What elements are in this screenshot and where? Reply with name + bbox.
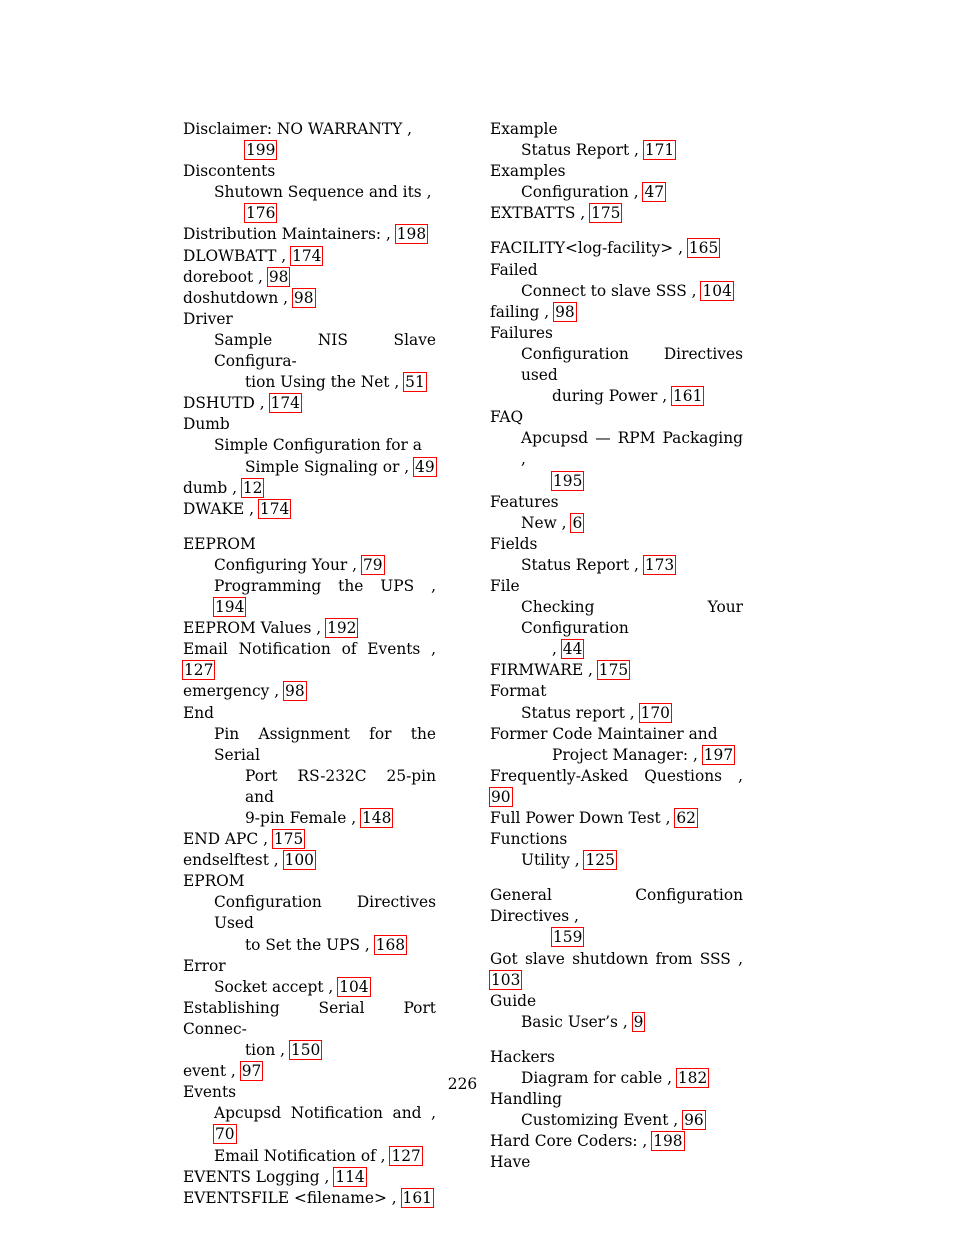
index-term: Fields [490,534,538,553]
index-entry-line [183,576,436,618]
index-entry [490,681,743,702]
index-term: Apcupsd Notification and , [214,1104,436,1123]
index-term: Hard Core Coders: , [490,1132,653,1151]
page-link[interactable]: 98 [285,682,305,701]
page-link[interactable]: 47 [644,183,665,202]
index-entry [490,203,743,224]
index-entry-line [183,1103,436,1145]
index-term: emergency , [183,682,285,701]
index-entry [183,534,436,555]
index-entry [490,808,743,829]
index-entry-line [183,998,436,1040]
page-link[interactable]: 192 [327,619,357,638]
index-entry [490,140,743,161]
index-entry-line [183,457,436,478]
page-link[interactable]: 176 [246,204,276,223]
index-term: Email Notification of , [214,1146,391,1165]
index-term: EXTBATTS , [490,204,591,223]
index-term: Sample NIS Slave Configura- [214,330,436,371]
index-entry [183,393,436,414]
index-entry-line [490,766,743,808]
index-entry-line [183,203,436,224]
index-entry-line [490,534,743,555]
index-term: Have [490,1153,531,1172]
index-term: , [552,640,562,659]
index-term: Status Report , [521,141,644,160]
index-entry [183,267,436,288]
index-entry-line [183,478,436,499]
index-term: General Configuration Directives , [490,886,743,926]
page-link[interactable]: 127 [184,661,214,680]
index-term: Features [490,492,559,511]
index-term: New , [521,513,572,532]
index-entry-line [490,724,743,745]
index-term: Full Power Down Test , [490,809,676,827]
index-term: tion , [245,1041,290,1060]
index-entry [490,576,743,597]
index-entry [490,850,743,871]
index-term: Basic User’s , [521,1012,633,1031]
index-term: Pin Assignment for the Serial [214,724,436,764]
index-term: Shutown Sequence and its , [214,183,432,202]
page-link[interactable]: 104 [339,977,369,996]
page-link[interactable]: 175 [273,830,304,849]
index-entry [183,1146,436,1167]
index-term: doshutdown , [183,288,293,307]
page-link[interactable]: 9 [633,1012,644,1031]
index-entry-line [183,829,436,850]
index-entry [490,949,743,991]
index-term: Example [490,120,558,138]
index-term: Simple Signaling or , [245,457,415,476]
index-term: Configuration , [521,183,644,202]
index-term: END APC , [183,830,273,849]
index-entry-line [490,681,743,702]
index-entry [183,555,436,576]
page-link[interactable]: 100 [284,851,314,870]
index-entry [490,428,743,491]
index-entry-line [183,1146,436,1167]
letter-group-gap [490,871,743,885]
index-entry-line [183,766,436,808]
index-entry-line [490,1152,743,1173]
index-term: EVENTSFILE <filename> , [183,1188,402,1207]
index-entry-line [490,386,743,407]
index-entry-line [490,513,743,534]
page-link[interactable]: 70 [215,1125,235,1144]
page-link[interactable]: 97 [241,1062,262,1081]
page-number: 226 [447,1075,478,1093]
index-entry-line [490,597,743,639]
index-term: Failures [490,323,553,342]
index-entry-line [490,949,743,991]
index-term: Events [183,1083,237,1102]
index-term: Socket accept , [214,977,339,996]
index-term: Disclaimer: NO WARRANTY , [183,120,413,138]
index-term: Got slave shutdown from SSS , [490,949,743,968]
index-entry-line [183,935,436,956]
page-link[interactable]: 98 [293,288,314,307]
index-entry [490,660,743,681]
index-term: Examples [490,162,566,181]
index-term: DSHUTD , [183,394,270,413]
index-entry [490,238,743,259]
index-term: Port RS-232C 25-pin and [245,766,436,806]
index-entry-line [490,927,743,948]
index-term: Connect to slave SSS , [521,281,702,300]
index-term: FACILITY<log-facility> , [490,239,688,258]
page-link[interactable]: 174 [259,499,290,518]
index-term: tion Using the Net , [245,373,405,392]
index-term: Programming the UPS , [214,576,436,595]
index-entry-line [183,161,436,182]
index-entry-line [183,140,436,161]
index-term: Hackers [490,1047,555,1066]
index-entry-line [490,407,743,428]
index-entry-line [490,991,743,1012]
index-entry [490,260,743,281]
index-entry [490,1047,743,1068]
page-link[interactable]: 127 [391,1146,421,1165]
index-entry [490,407,743,428]
page-link[interactable]: 44 [562,640,583,659]
index-entry [183,850,436,871]
page-link[interactable]: 199 [246,141,276,160]
index-term: EPROM [183,872,245,891]
index-entry [490,703,743,724]
index-entry [183,977,436,998]
index-term: doreboot , [183,267,268,286]
index-entry-line [490,1047,743,1068]
index-entry [183,956,436,977]
index-entry-line [183,267,436,288]
index-term: Diagram for cable , [521,1069,677,1088]
index-entry [490,344,743,407]
index-entry-line [183,724,436,766]
index-entry-line [490,140,743,161]
page-link[interactable]: 171 [644,141,675,160]
index-entry [490,555,743,576]
index-term: Simple Configuration for a [214,436,422,455]
index-term: FAQ [490,408,524,427]
index-entry [183,414,436,435]
index-entry-line [490,745,743,766]
index-entry [490,161,743,182]
index-entry-line [490,885,743,927]
index-column-right [490,119,743,1174]
index-entry [490,1110,743,1131]
index-entry-line [183,703,436,724]
index-entry-line [183,393,436,414]
page-link[interactable]: 197 [703,745,734,764]
page-link[interactable]: 159 [553,928,583,947]
index-entry-line [183,871,436,892]
page-link[interactable]: 6 [572,513,583,532]
index-entry-line [490,703,743,724]
page-link[interactable]: 198 [396,225,427,244]
index-entry [183,998,436,1061]
page-link[interactable]: 103 [491,970,521,989]
index-entry [183,703,436,724]
index-term: Configuration Directives Used [214,893,436,933]
index-entry-line [183,499,436,520]
index-entry [183,892,436,955]
index-entry [490,885,743,948]
index-entry-line [490,576,743,597]
index-entry [183,182,436,224]
index-entry-line [183,534,436,555]
index-entry [490,119,743,140]
index-entry [183,681,436,702]
index-term: FIRMWARE , [490,661,598,680]
index-entry-line [183,246,436,267]
index-term: event , [183,1062,241,1081]
page-link[interactable]: 175 [598,661,629,680]
page-link[interactable]: 148 [362,809,392,827]
index-entry [183,330,436,393]
index-entry [490,281,743,302]
index-entry-line [183,309,436,330]
index-entry [183,1167,436,1188]
page-link[interactable]: 104 [702,281,732,300]
index-entry [183,161,436,182]
index-entry [490,513,743,534]
index-term: EEPROM [183,534,256,553]
index-term: Frequently-Asked Questions , [490,766,743,785]
page-link[interactable]: 79 [362,555,383,574]
index-entry-line [490,161,743,182]
index-entry-line [490,182,743,203]
index-entry [183,1188,436,1209]
page-link[interactable]: 174 [270,394,300,413]
index-entry-line [183,555,436,576]
page-link[interactable]: 150 [290,1041,321,1060]
index-entry-line [490,238,743,259]
index-term: 9-pin Female , [245,809,361,827]
index-term: Format [490,682,547,701]
index-entry-line [183,288,436,309]
index-entry-line [183,850,436,871]
index-term: Customizing Event , [521,1111,684,1130]
index-entry [490,302,743,323]
index-term: Handling [490,1090,562,1109]
index-entry [183,576,436,618]
page-link[interactable]: 98 [555,302,575,321]
index-entry [490,991,743,1012]
letter-group-gap [490,1033,743,1047]
index-term: Error [183,956,226,975]
page-link[interactable]: 96 [684,1111,704,1130]
index-entry-line [490,260,743,281]
index-entry [490,724,743,766]
index-entry-line [183,372,436,393]
index-entry [490,597,743,660]
index-term: EVENTS Logging , [183,1167,335,1186]
index-entry-line [490,281,743,302]
index-entry-line [183,956,436,977]
page-link[interactable]: 161 [402,1188,432,1207]
index-entry-line [183,330,436,372]
index-entry [183,871,436,892]
index-term: Driver [183,309,233,328]
index-entry-line [183,639,436,681]
index-entry [183,435,436,477]
index-entry [183,309,436,330]
index-term: Dumb [183,415,230,434]
index-entry-line [490,302,743,323]
index-entry [490,1012,743,1033]
index-term: Former Code Maintainer and [490,724,718,743]
index-entry [490,323,743,344]
index-entry [490,1152,743,1173]
index-entry-line [490,471,743,492]
index-entry-line [183,977,436,998]
index-term: Discontents [183,162,276,181]
index-entry-line [490,660,743,681]
page-link[interactable]: 173 [644,555,675,574]
page-link[interactable]: 168 [375,935,406,954]
index-term: Utility , [521,851,585,870]
index-term: endselftest , [183,851,284,870]
index-term: Status Report , [521,555,644,574]
index-term: End [183,703,214,722]
index-term: Email Notification of Events , [183,640,436,659]
page-link[interactable]: 51 [405,373,425,392]
index-term: File [490,576,520,595]
index-entry [183,639,436,681]
page-link[interactable]: 49 [415,457,435,476]
index-term: Configuration Directives used [521,344,743,385]
page-link[interactable]: 125 [585,851,615,870]
index-entry [490,829,743,850]
index-entry-line [490,344,743,386]
index-entry [183,618,436,639]
index-entry [490,1131,743,1152]
index-entry [490,766,743,808]
index-term: failing , [490,302,555,321]
index-term: Guide [490,991,537,1010]
page-link[interactable]: 175 [591,204,621,223]
index-entry-line [183,1167,436,1188]
page-link[interactable]: 195 [553,471,583,490]
index-entry-line [183,618,436,639]
index-entry [183,724,436,829]
index-term: Functions [490,830,568,849]
index-term: DLOWBATT , [183,246,292,265]
index-entry-line [490,850,743,871]
page-link[interactable]: 114 [335,1167,365,1186]
index-entry [183,119,436,161]
index-term: Configuring Your , [214,555,362,574]
index-term: Failed [490,260,538,279]
page-link[interactable]: 98 [268,267,289,286]
page-link[interactable]: 62 [676,809,696,827]
index-term: Distribution Maintainers: , [183,225,396,244]
index-entry-line [490,1012,743,1033]
index-entry [490,492,743,513]
index-entry [183,829,436,850]
letter-group-gap [183,520,436,534]
index-entry-line [490,119,743,140]
index-entry-line [490,1110,743,1131]
page-link[interactable]: 12 [242,478,263,497]
index-term: Status report , [521,703,640,722]
index-entry-line [183,119,436,140]
index-entry [183,1103,436,1145]
index-entry-line [183,808,436,829]
index-entry-line [183,182,436,203]
page-link[interactable]: 198 [653,1132,683,1151]
index-term: dumb , [183,478,242,497]
index-entry-line [183,681,436,702]
index-entry-line [490,323,743,344]
index-term: Establishing Serial Port Connec- [183,998,436,1038]
page-link[interactable]: 161 [673,387,703,406]
index-entry [183,246,436,267]
index-entry-line [183,224,436,245]
index-entry-line [490,639,743,660]
index-entry-line [490,203,743,224]
index-entry [183,478,436,499]
index-entry-line [490,428,743,470]
index-term: to Set the UPS , [245,935,375,954]
index-term: during Power , [552,387,673,406]
index-entry-line [183,892,436,934]
page-link[interactable]: 90 [491,787,511,806]
index-entry [183,224,436,245]
page-link[interactable]: 165 [688,239,719,258]
index-entry-line [183,435,436,456]
index-term: Project Manager: , [552,745,703,764]
index-term: DWAKE , [183,499,259,518]
index-entry-line [183,1040,436,1061]
index-entry-line [490,829,743,850]
index-entry [490,534,743,555]
index-entry-line [183,1188,436,1209]
index-entry-line [490,492,743,513]
index-entry [490,182,743,203]
index-term: Checking Your Configuration [521,598,743,638]
index-term: Apcupsd — RPM Packaging , [521,429,743,469]
index-entry-line [183,414,436,435]
page-link[interactable]: 170 [640,703,670,722]
index-column-left [183,119,436,1209]
index-entry [183,288,436,309]
page-link[interactable]: 174 [292,246,322,265]
index-entry-line [490,555,743,576]
page-link[interactable]: 194 [215,598,245,617]
page-link[interactable]: 182 [677,1069,708,1088]
index-term: EEPROM Values , [183,619,327,638]
index-entry [183,499,436,520]
index-entry-line [490,808,743,829]
index-entry-line [490,1131,743,1152]
letter-group-gap [490,224,743,238]
